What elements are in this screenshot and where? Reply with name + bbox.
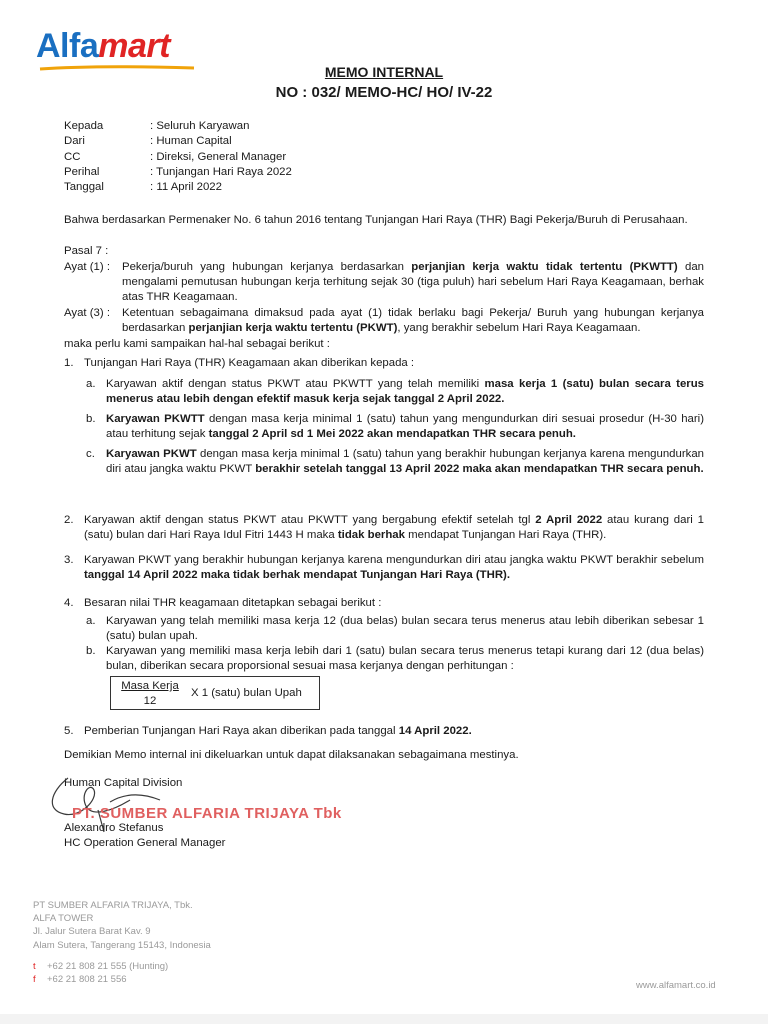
logo-text-mart: mart (98, 27, 170, 65)
item-number: 2. (64, 514, 74, 526)
cc-value: : Direksi, General Manager (150, 151, 287, 163)
item-1b-text: Karyawan PKWTT dengan masa kerja minimal 1 (satu) tahun yang mengundurkan diri sesuai prosedur (H-30 hari) atau terhitung sejak tanggal 2 April sd 1 Mei 2022 akan mendapatkan THR secara penuh. (106, 413, 704, 440)
footer-website: www.alfamart.co.id (636, 980, 716, 991)
date-value: : 11 April 2022 (150, 181, 222, 193)
company-logo (36, 26, 170, 66)
formula-multiplier: X 1 (satu) bulan Upah (191, 687, 302, 699)
item-3-text: Karyawan PKWT yang berakhir hubungan kerjanya karena mengundurkan diri atau jangka waktu PKWT berakhir sebelum tanggal 14 April 2022 maka tidak berhak mendapat Tunjangan Hari Raya (THR). (84, 554, 704, 581)
subitem-letter: b. (86, 413, 96, 425)
subitem-letter: a. (86, 378, 96, 390)
item-number: 1. (64, 357, 74, 369)
footer-fax-row (33, 974, 127, 986)
item-number: 4. (64, 597, 74, 609)
footer-street: Jl. Jalur Sutera Barat Kav. 9 (33, 926, 151, 937)
from-label: Dari (64, 135, 85, 147)
subitem-letter: a. (86, 615, 96, 627)
signatory-position: HC Operation General Manager (64, 837, 226, 849)
footer-phone: +62 21 808 21 555 (Hunting) (47, 961, 169, 972)
logo-text-alfa: Alfa (36, 27, 99, 65)
memo-number: NO : 032/ MEMO-HC/ HO/ IV-22 (275, 84, 493, 101)
subject-label: Perihal (64, 166, 100, 178)
footer-fax: +62 21 808 21 556 (47, 974, 127, 985)
item-1c-text: Karyawan PKWT dengan masa kerja minimal 1 (satu) tahun yang berakhir hubungan kerjanya karena mengundurkan diri atau jangka waktu PKWT berakhir setelah tanggal 13 April 2022 maka akan mendapatkan THR secara penuh. (106, 448, 704, 475)
ayat3-label: Ayat (3) : (64, 307, 111, 319)
item-4b-text: Karyawan yang memiliki masa kerja lebih dari 1 (satu) bulan secara terus menerus tetapi kurang dari 12 (dua belas) bulan, diberikan secara proporsional sesuai masa kerjanya dengan perhitungan : (106, 645, 704, 672)
footer-company: PT SUMBER ALFARIA TRIJAYA, Tbk. (33, 900, 193, 911)
signature-division: Human Capital Division (64, 777, 183, 789)
from-value: : Human Capital (150, 135, 232, 147)
to-value: : Seluruh Karyawan (150, 120, 250, 132)
ayat1-text: Pekerja/buruh yang hubungan kerjanya berdasarkan perjanjian kerja waktu tidak tertentu (PKWTT) dan mengalami pemutusan hubungan kerja terhitung sejak 30 (tiga puluh) hari sebelum Hari Raya Keagamaan, berhak atas THR Keagamaan. (122, 261, 704, 303)
date-label: Tanggal (64, 181, 104, 193)
item-1a-text: Karyawan aktif dengan status PKWT atau PKWTT yang telah memiliki masa kerja 1 (satu) bulan secara terus menerus atau lebih dengan efektif masuk kerja sejak tanggal 2 April 2022. (106, 378, 705, 405)
footer-city: Alam Sutera, Tangerang 15143, Indonesia (33, 940, 211, 951)
ayat3-text: Ketentuan sebagaimana dimaksud pada ayat (1) tidak berlaku bagi Pekerja/ Buruh yang hubungan kerjanya berdasarkan perjanjian kerja waktu tertentu (PKWT), yang berakhir sebelum Hari Raya Keagamaan. (122, 307, 704, 334)
page-bottom-edge (0, 1014, 768, 1024)
company-stamp: PT. SUMBER ALFARIA TRIJAYA Tbk (72, 805, 342, 822)
footer-phone-row (33, 961, 168, 973)
memo-title: MEMO INTERNAL (324, 64, 444, 80)
intro-paragraph: Bahwa berdasarkan Permenaker No. 6 tahun 2016 tentang Tunjangan Hari Raya (THR) Bagi Pekerja/Buruh di Perusahaan. (64, 214, 688, 226)
subject-value: : Tunjangan Hari Raya 2022 (150, 166, 292, 178)
formula-numerator: Masa Kerja (121, 680, 179, 692)
closing-paragraph: Demikian Memo internal ini dikeluarkan untuk dapat dilaksanakan sebagaimana mestinya. (64, 749, 519, 761)
subitem-letter: b. (86, 645, 96, 657)
formula-box (110, 676, 320, 710)
subitem-letter: c. (86, 448, 95, 460)
item-5-text: Pemberian Tunjangan Hari Raya akan diberikan pada tanggal 14 April 2022. (84, 725, 472, 737)
signatory-name: Alexandro Stefanus (64, 822, 164, 834)
item-1-text: Tunjangan Hari Raya (THR) Keagamaan akan diberikan kepada : (84, 357, 415, 369)
item-number: 3. (64, 554, 74, 566)
pasal-label: Pasal 7 : (64, 245, 109, 257)
to-label: Kepada (64, 120, 104, 132)
phone-label: t (33, 961, 36, 972)
item-2-text: Karyawan aktif dengan status PKWT atau PKWTT yang bergabung efektif setelah tgl 2 April 2022 atau kurang dari 1 (satu) bulan dari Hari Raya Idul Fitri 1443 H maka tidak berhak mendapat Tunjangan Hari Raya (THR). (84, 514, 704, 541)
footer-building: ALFA TOWER (33, 913, 94, 924)
formula-denominator: 12 (143, 695, 157, 707)
item-4-text: Besaran nilai THR keagamaan ditetapkan sebagai berikut : (84, 597, 382, 609)
cc-label: CC (64, 151, 81, 163)
item-4a-text: Karyawan yang telah memiliki masa kerja 12 (dua belas) bulan secara terus menerus atau lebih diberikan sebesar 1 (satu) bulan upah. (106, 615, 704, 642)
item-number: 5. (64, 725, 74, 737)
fax-label: f (33, 974, 36, 985)
closing-intro: maka perlu kami sampaikan hal-hal sebagai berikut : (64, 338, 330, 350)
ayat1-label: Ayat (1) : (64, 261, 111, 273)
